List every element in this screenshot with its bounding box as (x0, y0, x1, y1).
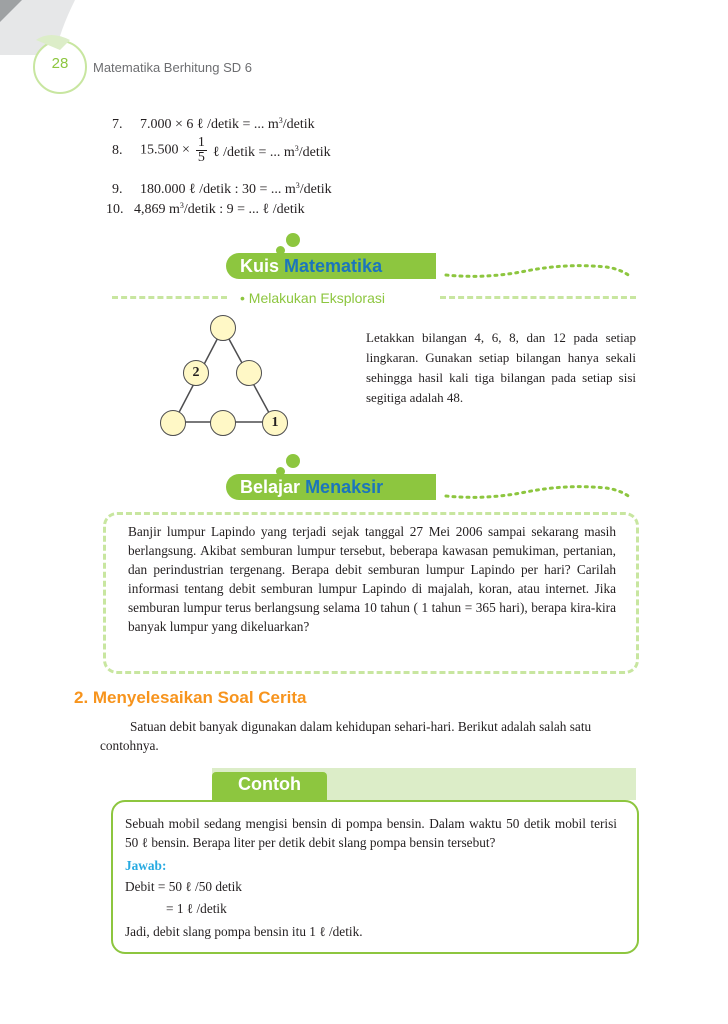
exercise-number: 10. (106, 202, 124, 217)
belajar-title: Belajar Menaksir (240, 477, 384, 497)
dotted-wave-decoration (436, 253, 636, 283)
answer-label: Jawab: (125, 858, 167, 873)
puzzle-circle-bottom-middle (210, 410, 236, 436)
page-number: 28 (51, 55, 69, 72)
kuis-instruction: Letakkan bilangan 4, 6, 8, dan 12 pada setiap lingkaran. Gunakan setiap bilangan hanya sekali sehingga hasil kali tiga bilangan pada setiap sisi segitiga adalah 48. (366, 330, 636, 405)
puzzle-circle-top (210, 315, 236, 341)
fraction: $\frac{1}{5}$ (197, 135, 205, 165)
dotted-wave-decoration (436, 474, 636, 504)
answer-conclusion: Jadi, debit slang pompa bensin itu 1 ℓ /detik. (125, 924, 363, 939)
exercise-item: 10. 4,869 $m^3$/detik : 9 = ... ℓ /detik (106, 196, 305, 220)
exercise-number: 8. (112, 142, 123, 158)
answer-line: Debit = 50 ℓ /50 detik (125, 879, 242, 894)
puzzle-circle-right (236, 360, 262, 386)
puzzle-circle-bottom-left (160, 410, 186, 436)
exercise-item: 7. 7.000 × 6 ℓ /detik = ... $m^3$/detik (112, 111, 315, 135)
page-corner-decoration (0, 0, 90, 100)
section-intro: Satuan debit banyak digunakan dalam kehidupan sehari-hari. Berikut adalah salah satu contohnya. (100, 719, 592, 753)
kuis-title: Kuis Matematika (240, 256, 383, 276)
exercise-number: 9. (112, 182, 123, 197)
answer-line: = 1 ℓ /detik (166, 901, 227, 916)
estimation-text: Banjir lumpur Lapindo yang terjadi sejak tanggal 27 Mei 2006 sampai sekarang masih berlangsung. Akibat semburan lumpur tersebut, beberapa kawasan pemukiman, pertanian, dan perindustrian tergenang. Berapa debit semburan lumpur Lapindo per hari? Carilah informasi tentang debit semburan lumpur Lapindo di majalah, koran, atau internet. Jika semburan lumpur terus berlangsung selama 10 tahun ( 1 tahun = 365 hari), berapa kira-kira banyak lumpur yang dikeluarkan? (128, 524, 616, 634)
section-heading: 2. Menyelesaikan Soal Cerita (74, 688, 307, 707)
kuis-subtitle: • Melakukan Eksplorasi (240, 290, 385, 306)
decor-dot (286, 454, 300, 468)
dashed-divider (112, 296, 227, 299)
exercise-item: 8. 15.500 × $\frac{1}{5}$ ℓ /detik = ... $m^3$/detik (112, 135, 331, 165)
puzzle-circle-left: 2 (183, 360, 209, 386)
example-problem: Sebuah mobil sedang mengisi bensin di pompa bensin. Dalam waktu 50 detik mobil terisi 50 ℓ bensin. Berapa liter per detik debit slang pompa bensin tersebut? (125, 816, 617, 850)
exercise-item: 9. 180.000 ℓ /detik : 30 = ... $m^3$/detik (112, 176, 332, 200)
book-title: Matematika Berhitung SD 6 (93, 60, 252, 75)
dashed-divider (440, 296, 636, 299)
decor-dot (286, 233, 300, 247)
contoh-title: Contoh (238, 774, 301, 794)
puzzle-circle-bottom-right: 1 (262, 410, 288, 436)
exercise-number: 7. (112, 117, 123, 132)
